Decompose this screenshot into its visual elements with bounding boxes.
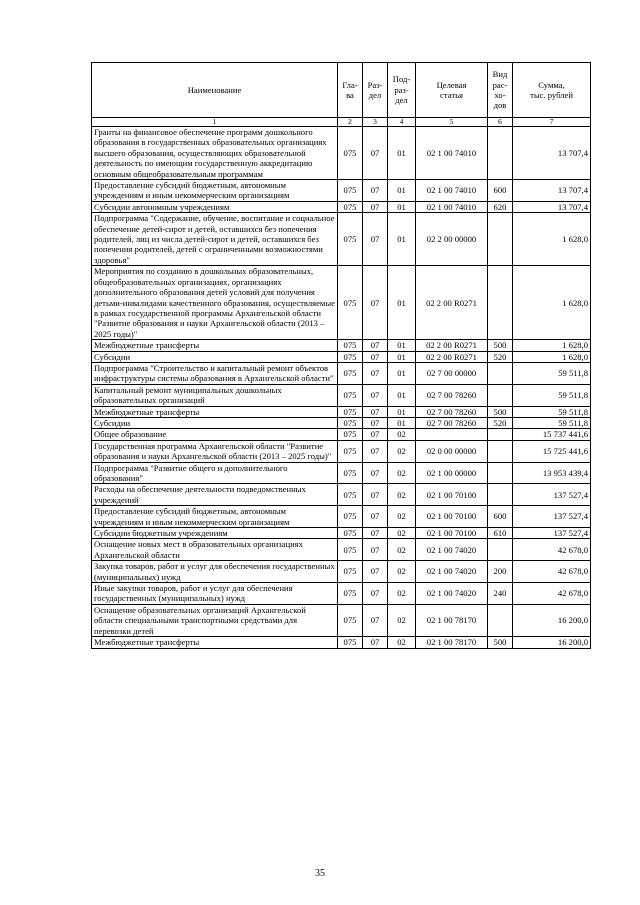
column-number: 3 <box>363 118 388 127</box>
table-row <box>92 561 591 583</box>
row-subsection: 01 <box>388 340 416 351</box>
row-section: 07 <box>363 417 388 428</box>
row-subsection: 02 <box>388 583 416 605</box>
row-section: 07 <box>363 583 388 605</box>
row-expense-type: 500 <box>488 340 513 351</box>
row-name: Расходы на обеспечение деятельности подведомственных учреждений <box>92 484 338 506</box>
row-name: Межбюджетные трансферты <box>92 637 338 648</box>
row-target-article: 02 1 00 78170 <box>416 637 488 648</box>
header-target: Целевая статья <box>416 63 488 118</box>
row-sum: 42 678,0 <box>513 539 591 561</box>
header-section: Раз- дел <box>363 63 388 118</box>
row-target-article: 02 2 00 R0271 <box>416 340 488 351</box>
row-section: 07 <box>363 351 388 362</box>
row-sum: 59 511,8 <box>513 406 591 417</box>
row-name: Оснащение образовательных организаций Архангельской области специальными транспортными средствами для перевозки детей <box>92 604 338 636</box>
row-expense-type: 500 <box>488 406 513 417</box>
row-section: 07 <box>363 484 388 506</box>
row-section: 07 <box>363 462 388 484</box>
row-expense-type <box>488 384 513 406</box>
row-subsection: 01 <box>388 127 416 180</box>
row-chapter: 075 <box>338 362 363 384</box>
header-subsection: Под- раз- дел <box>388 63 416 118</box>
row-target-article: 02 7 00 78260 <box>416 384 488 406</box>
row-expense-type: 520 <box>488 351 513 362</box>
row-chapter: 075 <box>338 484 363 506</box>
row-chapter: 075 <box>338 340 363 351</box>
column-number-row <box>92 118 591 127</box>
row-target-article: 02 1 00 74020 <box>416 539 488 561</box>
row-sum: 137 527,4 <box>513 484 591 506</box>
table-row <box>92 266 591 340</box>
row-subsection: 01 <box>388 384 416 406</box>
column-number: 5 <box>416 118 488 127</box>
row-expense-type <box>488 604 513 636</box>
row-target-article: 02 7 00 00000 <box>416 362 488 384</box>
row-chapter: 075 <box>338 539 363 561</box>
row-name: Подпрограмма "Содержание, обучение, воспитание и социальное обеспечение детей-сирот и детей, оставшихся без попечения родителей, лиц из числа детей-сирот и детей, оставшихся без попечения родителей, детей с ограниченными возможностями здоровья" <box>92 213 338 266</box>
row-chapter: 075 <box>338 384 363 406</box>
row-chapter: 075 <box>338 561 363 583</box>
row-expense-type: 200 <box>488 561 513 583</box>
row-sum: 42 678,0 <box>513 583 591 605</box>
row-subsection: 01 <box>388 201 416 212</box>
row-subsection: 02 <box>388 561 416 583</box>
table-row <box>92 440 591 462</box>
row-sum: 16 200,0 <box>513 604 591 636</box>
row-chapter: 075 <box>338 637 363 648</box>
row-sum: 1 628,0 <box>513 340 591 351</box>
budget-table <box>91 62 591 649</box>
row-subsection: 01 <box>388 406 416 417</box>
table-row <box>92 362 591 384</box>
row-expense-type <box>488 484 513 506</box>
row-section: 07 <box>363 340 388 351</box>
row-target-article: 02 1 00 74020 <box>416 583 488 605</box>
row-sum: 137 527,4 <box>513 506 591 528</box>
row-target-article: 02 7 00 78260 <box>416 417 488 428</box>
row-chapter: 075 <box>338 351 363 362</box>
row-sum: 1 628,0 <box>513 213 591 266</box>
row-sum: 59 511,8 <box>513 384 591 406</box>
table-row <box>92 539 591 561</box>
row-name: Предоставление субсидий бюджетным, автономным учреждениям и иным некоммерческим организациям <box>92 506 338 528</box>
row-sum: 13 707,4 <box>513 127 591 180</box>
row-chapter: 075 <box>338 583 363 605</box>
row-target-article: 02 1 00 00000 <box>416 462 488 484</box>
row-sum: 1 628,0 <box>513 266 591 340</box>
row-subsection: 01 <box>388 213 416 266</box>
table-row <box>92 484 591 506</box>
row-expense-type <box>488 462 513 484</box>
row-sum: 15 737 441,6 <box>513 429 591 440</box>
row-target-article: 02 2 00 R0271 <box>416 266 488 340</box>
row-chapter: 075 <box>338 266 363 340</box>
row-expense-type <box>488 429 513 440</box>
table-row <box>92 637 591 648</box>
row-name: Мероприятия по созданию в дошкольных образовательных, общеобразовательных организациях, организациях дополнительного образования детей условий для получения детьми-инвалидами качественного образования, осуществляемые в рамках государственной программы Архангельской области "Развитие образования и науки Архангельской области (2013 – 2025 годы)" <box>92 266 338 340</box>
row-section: 07 <box>363 506 388 528</box>
column-number: 2 <box>338 118 363 127</box>
table-row <box>92 127 591 180</box>
row-expense-type: 610 <box>488 528 513 539</box>
row-subsection: 02 <box>388 440 416 462</box>
row-chapter: 075 <box>338 201 363 212</box>
row-name: Субсидии <box>92 417 338 428</box>
header-name: Наименование <box>92 63 338 118</box>
table-header-row <box>92 63 591 118</box>
table-row <box>92 351 591 362</box>
row-section: 07 <box>363 266 388 340</box>
row-chapter: 075 <box>338 213 363 266</box>
row-section: 07 <box>363 539 388 561</box>
row-subsection: 02 <box>388 528 416 539</box>
row-name: Капитальный ремонт муниципальных дошкольных образовательных организаций <box>92 384 338 406</box>
row-sum: 1 628,0 <box>513 351 591 362</box>
row-section: 07 <box>363 127 388 180</box>
column-number: 7 <box>513 118 591 127</box>
row-name: Подпрограмма "Развитие общего и дополнительного образования" <box>92 462 338 484</box>
row-chapter: 075 <box>338 429 363 440</box>
row-chapter: 075 <box>338 462 363 484</box>
row-subsection: 01 <box>388 362 416 384</box>
row-target-article: 02 7 00 78260 <box>416 406 488 417</box>
table-row <box>92 201 591 212</box>
row-expense-type <box>488 127 513 180</box>
header-sum: Сумма, тыс. рублей <box>513 63 591 118</box>
row-expense-type: 600 <box>488 506 513 528</box>
row-sum: 13 707,4 <box>513 180 591 202</box>
table-body <box>92 127 591 649</box>
row-sum: 59 511,8 <box>513 417 591 428</box>
row-expense-type <box>488 213 513 266</box>
table-row <box>92 340 591 351</box>
row-expense-type <box>488 539 513 561</box>
page-number: 35 <box>315 868 325 879</box>
header-chapter: Гла- ва <box>338 63 363 118</box>
row-name: Межбюджетные трансферты <box>92 406 338 417</box>
row-subsection: 02 <box>388 506 416 528</box>
row-target-article: 02 1 00 74010 <box>416 127 488 180</box>
row-target-article: 02 2 00 00000 <box>416 213 488 266</box>
row-target-article: 02 2 00 R0271 <box>416 351 488 362</box>
row-target-article: 02 1 00 78170 <box>416 604 488 636</box>
row-name: Общее образование <box>92 429 338 440</box>
table-row <box>92 506 591 528</box>
row-chapter: 075 <box>338 604 363 636</box>
row-section: 07 <box>363 384 388 406</box>
row-sum: 13 953 439,4 <box>513 462 591 484</box>
row-name: Субсидии автономным учреждениям <box>92 201 338 212</box>
row-name: Субсидии <box>92 351 338 362</box>
row-name: Субсидии бюджетным учреждениям <box>92 528 338 539</box>
row-subsection: 01 <box>388 180 416 202</box>
row-subsection: 02 <box>388 604 416 636</box>
row-name: Подпрограмма "Строительство и капитальный ремонт объектов инфраструктуры системы образования в Архангельской области" <box>92 362 338 384</box>
row-sum: 42 678,0 <box>513 561 591 583</box>
row-section: 07 <box>363 604 388 636</box>
row-target-article: 02 1 00 74020 <box>416 561 488 583</box>
row-section: 07 <box>363 406 388 417</box>
column-number: 6 <box>488 118 513 127</box>
row-name: Государственная программа Архангельской области "Развитие образования и науки Архангельской области (2013 – 2025 годы)" <box>92 440 338 462</box>
row-section: 07 <box>363 180 388 202</box>
row-expense-type <box>488 440 513 462</box>
row-chapter: 075 <box>338 506 363 528</box>
row-target-article: 02 1 00 70100 <box>416 484 488 506</box>
row-expense-type: 520 <box>488 417 513 428</box>
row-sum: 59 511,8 <box>513 362 591 384</box>
row-subsection: 01 <box>388 417 416 428</box>
table-row <box>92 213 591 266</box>
row-target-article: 02 1 00 74010 <box>416 180 488 202</box>
row-chapter: 075 <box>338 127 363 180</box>
row-target-article: 02 1 00 70100 <box>416 506 488 528</box>
row-section: 07 <box>363 201 388 212</box>
row-subsection: 02 <box>388 462 416 484</box>
row-section: 07 <box>363 637 388 648</box>
row-target-article <box>416 429 488 440</box>
row-sum: 13 707,4 <box>513 201 591 212</box>
row-chapter: 075 <box>338 180 363 202</box>
table-row <box>92 583 591 605</box>
row-sum: 137 527,4 <box>513 528 591 539</box>
row-chapter: 075 <box>338 528 363 539</box>
row-target-article: 02 1 00 70100 <box>416 528 488 539</box>
row-section: 07 <box>363 362 388 384</box>
table-row <box>92 429 591 440</box>
row-expense-type <box>488 362 513 384</box>
row-name: Предоставление субсидий бюджетным, автономным учреждениям и иным некоммерческим организациям <box>92 180 338 202</box>
row-subsection: 01 <box>388 351 416 362</box>
table-row <box>92 180 591 202</box>
row-section: 07 <box>363 213 388 266</box>
row-chapter: 075 <box>338 406 363 417</box>
table-row <box>92 528 591 539</box>
row-subsection: 02 <box>388 539 416 561</box>
row-target-article: 02 1 00 74010 <box>416 201 488 212</box>
row-subsection: 02 <box>388 429 416 440</box>
table-row <box>92 462 591 484</box>
table-row <box>92 417 591 428</box>
row-section: 07 <box>363 561 388 583</box>
row-name: Закупка товаров, работ и услуг для обеспечения государственных (муниципальных) нужд <box>92 561 338 583</box>
row-target-article: 02 0 00 00000 <box>416 440 488 462</box>
column-number: 4 <box>388 118 416 127</box>
row-expense-type <box>488 266 513 340</box>
row-subsection: 01 <box>388 266 416 340</box>
row-name: Оснащение новых мест в образовательных организациях Архангельской области <box>92 539 338 561</box>
row-expense-type: 620 <box>488 201 513 212</box>
row-sum: 15 725 441,6 <box>513 440 591 462</box>
row-subsection: 02 <box>388 637 416 648</box>
row-subsection: 02 <box>388 484 416 506</box>
row-expense-type: 600 <box>488 180 513 202</box>
row-chapter: 075 <box>338 417 363 428</box>
row-sum: 16 200,0 <box>513 637 591 648</box>
table-row <box>92 384 591 406</box>
row-name: Гранты на финансовое обеспечение программ дошкольного образования в государственных образовательных организациях высшего образования, осуществляющих образовательной деятельность по имеющим государственную аккредитацию основным общеобразовательным программам <box>92 127 338 180</box>
table-row <box>92 406 591 417</box>
row-section: 07 <box>363 429 388 440</box>
row-chapter: 075 <box>338 440 363 462</box>
table-row <box>92 604 591 636</box>
row-expense-type: 240 <box>488 583 513 605</box>
header-expense-type: Вид рас- хо- дов <box>488 63 513 118</box>
row-expense-type: 500 <box>488 637 513 648</box>
column-number: 1 <box>92 118 338 127</box>
row-name: Иные закупки товаров, работ и услуг для обеспечения государственных (муниципальных) нужд <box>92 583 338 605</box>
row-name: Межбюджетные трансферты <box>92 340 338 351</box>
row-section: 07 <box>363 440 388 462</box>
row-section: 07 <box>363 528 388 539</box>
